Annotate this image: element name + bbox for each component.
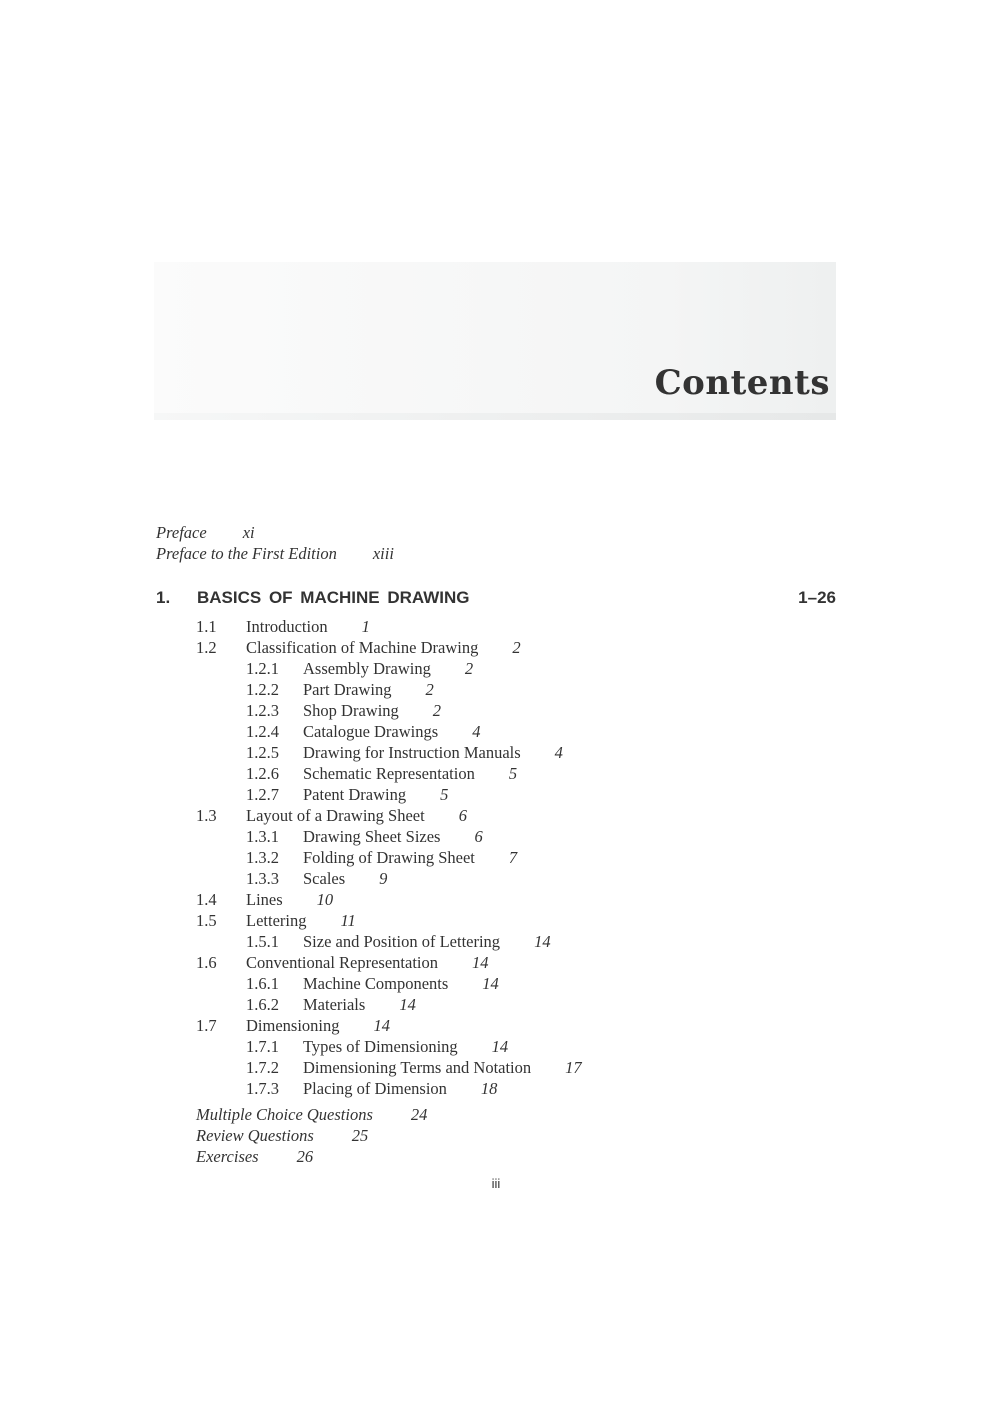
- subsection-page: 17: [565, 1058, 582, 1077]
- subsection-page: 18: [480, 1079, 498, 1098]
- entry-label: Multiple Choice Questions: [196, 1105, 373, 1124]
- entry-page: 25: [351, 1126, 369, 1145]
- entry-page: 26: [296, 1147, 314, 1166]
- subsection-label: Drawing Sheet Sizes: [303, 827, 441, 846]
- toc-front-entry[interactable]: [156, 522, 255, 543]
- entry-label: Preface: [156, 523, 207, 542]
- section-label: Lettering: [246, 911, 307, 930]
- subsection-number: 1.2.6: [246, 764, 279, 783]
- subsection-label: Size and Position of Lettering: [303, 932, 501, 951]
- subsection-number: 1.2.3: [246, 701, 279, 720]
- entry-page: 24: [410, 1105, 428, 1124]
- subsection-label: Assembly Drawing: [303, 659, 431, 678]
- toc-subsection-entry[interactable]: [246, 721, 480, 742]
- subsection-label: Drawing for Instruction Manuals: [303, 743, 521, 762]
- toc-subsection-entry[interactable]: [246, 763, 517, 784]
- subsection-number: 1.2.7: [246, 785, 279, 804]
- subsection-label: Catalogue Drawings: [303, 722, 439, 741]
- subsection-number: 1.2.2: [246, 680, 279, 699]
- subsection-label: Folding of Drawing Sheet: [303, 848, 475, 867]
- toc-subsection-entry[interactable]: [246, 931, 551, 952]
- toc-subsection-entry[interactable]: [246, 868, 387, 889]
- section-number: 1.1: [196, 617, 217, 636]
- chapter-heading[interactable]: [156, 587, 836, 609]
- section-page: 10: [316, 890, 334, 909]
- subsection-label: Machine Components: [303, 974, 449, 993]
- subsection-label: Dimensioning Terms and Notation: [303, 1058, 532, 1077]
- section-page: 6: [458, 806, 467, 825]
- entry-page: xi: [242, 523, 255, 542]
- toc-section-entry[interactable]: [196, 805, 467, 826]
- subsection-page: 6: [474, 827, 483, 846]
- toc-subsection-entry[interactable]: [246, 742, 563, 763]
- entry-label: Review Questions: [196, 1126, 314, 1145]
- subsection-number: 1.3.1: [246, 827, 279, 846]
- subsection-number: 1.6.1: [246, 974, 279, 993]
- subsection-page: 14: [534, 932, 551, 951]
- toc-subsection-entry[interactable]: [246, 847, 517, 868]
- toc-subsection-entry[interactable]: [246, 994, 416, 1015]
- chapter-number: 1.: [156, 588, 171, 607]
- entry-label: Preface to the First Edition: [156, 544, 337, 563]
- subsection-number: 1.2.1: [246, 659, 279, 678]
- subsection-page: 2: [464, 659, 474, 678]
- toc-subsection-entry[interactable]: [246, 679, 434, 700]
- toc-end-entry[interactable]: [196, 1125, 368, 1146]
- toc-subsection-entry[interactable]: [246, 1057, 582, 1078]
- subsection-page: 14: [491, 1037, 509, 1056]
- subsection-number: 1.5.1: [246, 932, 279, 951]
- subsection-page: 2: [425, 680, 434, 699]
- section-page: 11: [340, 911, 356, 930]
- subsection-label: Shop Drawing: [303, 701, 399, 720]
- subsection-label: Patent Drawing: [303, 785, 407, 804]
- subsection-number: 1.3.3: [246, 869, 279, 888]
- section-label: Dimensioning: [246, 1016, 340, 1035]
- section-number: 1.6: [196, 953, 217, 972]
- page-folio: iii: [491, 1176, 501, 1191]
- toc-subsection-entry[interactable]: [246, 700, 441, 721]
- subsection-page: 4: [554, 743, 563, 762]
- section-number: 1.7: [196, 1016, 217, 1035]
- subsection-number: 1.2.5: [246, 743, 279, 762]
- chapter-title: BASICS OF MACHINE DRAWING: [197, 588, 470, 607]
- subsection-page: 2: [432, 701, 442, 720]
- subsection-label: Materials: [303, 995, 366, 1014]
- subsection-page: 14: [399, 995, 416, 1014]
- entry-page: xiii: [372, 544, 394, 563]
- subsection-number: 1.7.3: [246, 1079, 279, 1098]
- section-label: Introduction: [246, 617, 328, 636]
- page-title: Contents: [654, 363, 830, 403]
- subsection-page: 7: [508, 848, 518, 867]
- subsection-page: 5: [440, 785, 449, 804]
- subsection-number: 1.2.4: [246, 722, 279, 741]
- section-number: 1.4: [196, 890, 217, 909]
- section-number: 1.3: [196, 806, 217, 825]
- entry-label: Exercises: [196, 1147, 259, 1166]
- subsection-number: 1.7.1: [246, 1037, 279, 1056]
- toc-front-entry[interactable]: [156, 543, 394, 564]
- toc-section-entry[interactable]: [196, 616, 370, 637]
- subsection-label: Placing of Dimension: [303, 1079, 447, 1098]
- toc-subsection-entry[interactable]: [246, 826, 483, 847]
- section-number: 1.5: [196, 911, 217, 930]
- section-page: 2: [512, 638, 521, 657]
- toc-section-entry[interactable]: [196, 637, 521, 658]
- chapter-page-range: 1–26: [798, 588, 836, 607]
- section-label: Lines: [246, 890, 283, 909]
- toc-section-entry[interactable]: [196, 910, 356, 931]
- toc-subsection-entry[interactable]: [246, 784, 448, 805]
- section-label: Conventional Representation: [246, 953, 438, 972]
- toc-section-entry[interactable]: [196, 952, 489, 973]
- section-label: Layout of a Drawing Sheet: [246, 806, 425, 825]
- subsection-number: 1.6.2: [246, 995, 279, 1014]
- section-page: 14: [472, 953, 489, 972]
- subsection-number: 1.3.2: [246, 848, 279, 867]
- toc-subsection-entry[interactable]: [246, 973, 499, 994]
- toc-section-entry[interactable]: [196, 889, 333, 910]
- subsection-label: Part Drawing: [303, 680, 392, 699]
- header-banner: [154, 262, 836, 420]
- subsection-page: 5: [508, 764, 518, 783]
- subsection-page: 4: [472, 722, 481, 741]
- subsection-page: 14: [482, 974, 499, 993]
- toc-subsection-entry[interactable]: [246, 1036, 508, 1057]
- subsection-number: 1.7.2: [246, 1058, 279, 1077]
- subsection-label: Scales: [303, 869, 346, 888]
- subsection-page: 9: [379, 869, 388, 888]
- section-label: Classification of Machine Drawing: [246, 638, 479, 657]
- subsection-label: Types of Dimensioning: [303, 1037, 458, 1056]
- section-page: 1: [361, 617, 370, 636]
- toc-subsection-entry[interactable]: [246, 1078, 497, 1099]
- toc-end-entry[interactable]: [196, 1146, 313, 1167]
- section-number: 1.2: [196, 638, 217, 657]
- toc-section-entry[interactable]: [196, 1015, 390, 1036]
- toc-subsection-entry[interactable]: [246, 658, 473, 679]
- section-page: 14: [373, 1016, 390, 1035]
- subsection-label: Schematic Representation: [303, 764, 475, 783]
- toc-end-entry[interactable]: [196, 1104, 427, 1125]
